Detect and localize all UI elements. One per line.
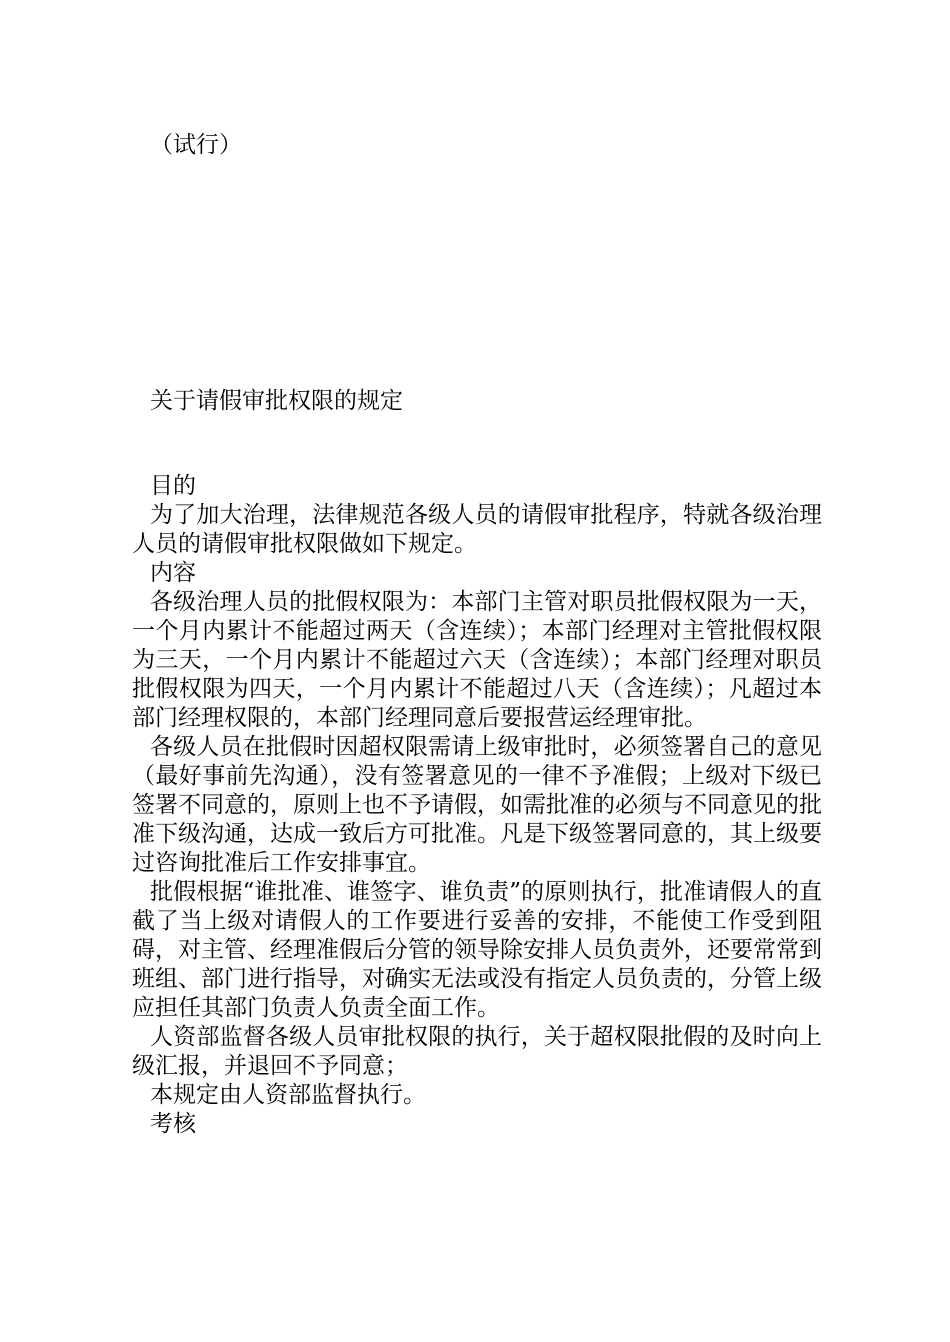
assessment-heading: 考核 bbox=[150, 1111, 196, 1137]
document-body bbox=[132, 472, 822, 1139]
document-title: 关于请假审批权限的规定 bbox=[150, 388, 403, 414]
purpose-paragraph: 为了加大治理，法律规范各级人员的请假审批程序，特就各级治理人员的请假审批权限做如下规定。 bbox=[132, 502, 822, 557]
content-paragraph-1: 各级治理人员的批假权限为：本部门主管对职员批假权限为一天，一个月内累计不能超过两天（含连续）；本部门经理对主管批假权限为三天，一个月内累计不能超过六天（含连续）；本部门经理对职员批假权限为四天，一个月内累计不能超过八天（含连续）；凡超过本部门经理权限的，本部门经理同意后要报营运经理审批。 bbox=[132, 589, 822, 731]
content-paragraph-4: 人资部监督各级人员审批权限的执行，关于超权限批假的及时向上级汇报，并退回不予同意； bbox=[132, 1024, 822, 1079]
content-paragraph-3: 批假根据“谁批准、谁签字、谁负责”的原则执行，批准请假人的直截了当上级对请假人的工作要进行妥善的安排，不能使工作受到阻碍，对主管、经理准假后分管的领导除安排人员负责外，还要常常到班组、部门进行指导，对确实无法或没有指定人员负责的，分管上级应担任其部门负责人负责全面工作。 bbox=[132, 879, 822, 1021]
content-paragraph-2: 各级人员在批假时因超权限需请上级审批时，必须签署自己的意见（最好事前先沟通），没有签署意见的一律不予准假；上级对下级已签署不同意的，原则上也不予请假，如需批准的必须与不同意见的批准下级沟通，达成一致后方可批准。凡是下级签署同意的，其上级要过咨询批准后工作安排事宜。 bbox=[132, 734, 822, 876]
document-subtitle: （试行） bbox=[150, 132, 242, 158]
content-paragraph-5: 本规定由人资部监督执行。 bbox=[150, 1082, 426, 1108]
content-heading: 内容 bbox=[150, 560, 196, 586]
purpose-heading: 目的 bbox=[150, 473, 196, 499]
